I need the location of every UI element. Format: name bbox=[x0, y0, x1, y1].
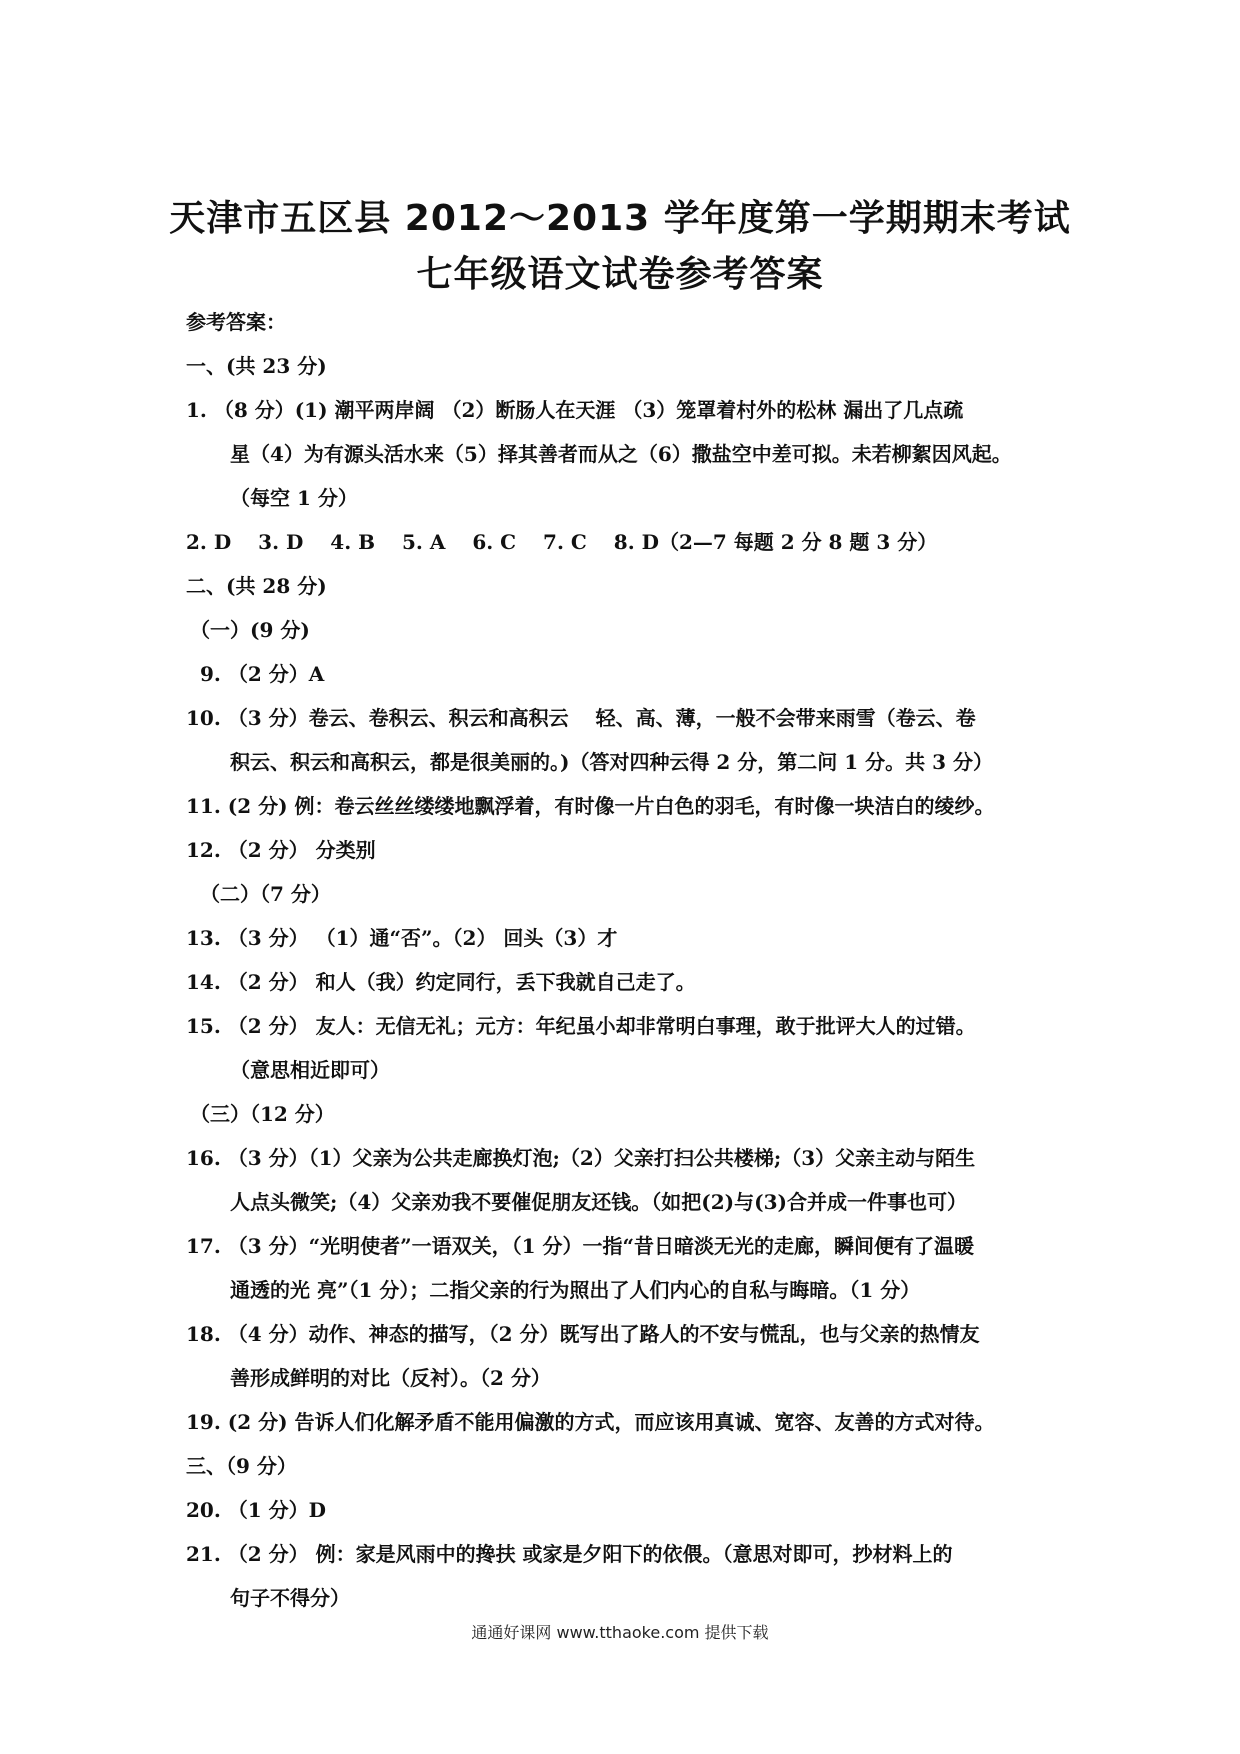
answer-line: 9. （2 分）A bbox=[200, 662, 325, 686]
answer-line: 17. （3 分）“光明使者”一语双关，（1 分）一指“昔日暗淡无光的走廊，瞬间便有了温暖 bbox=[186, 1234, 975, 1258]
section-heading: 参考答案： bbox=[186, 310, 286, 334]
answer-line: 20. （1 分）D bbox=[186, 1498, 326, 1522]
subsection-heading: （二）（7 分） bbox=[200, 882, 331, 906]
answer-line: 13. （3 分） （1）通“否”。（2） 回头（3）才 bbox=[186, 926, 618, 950]
answer-line: 善形成鲜明的对比（反衬）。（2 分） bbox=[230, 1366, 551, 1390]
section-heading: 一、(共 23 分) bbox=[186, 354, 327, 378]
answer-line: 15. （2 分） 友人：无信无礼；元方：年纪虽小却非常明白事理，敢于批评大人的过错。 bbox=[186, 1014, 976, 1038]
answer-line: 14. （2 分） 和人（我）约定同行，丢下我就自己走了。 bbox=[186, 970, 696, 994]
answer-line: 16. （3 分）（1）父亲为公共走廊换灯泡;（2）父亲打扫公共楼梯;（3）父亲主动与陌生 bbox=[186, 1146, 976, 1170]
answer-line: 通透的光 亮”（1 分）；二指父亲的行为照出了人们内心的自私与晦暗。（1 分） bbox=[230, 1278, 921, 1302]
answer-line: 2. D 3. D 4. B 5. A 6. C 7. C 8. D（2—7 每题 2 分 8 题 3 分） bbox=[186, 530, 938, 554]
answer-line: 句子不得分） bbox=[230, 1586, 350, 1610]
answer-line: 19. (2 分) 告诉人们化解矛盾不能用偏激的方式，而应该用真诚、宽容、友善的方式对待。 bbox=[186, 1410, 995, 1434]
document-title: 天津市五区县 2012～2013 学年度第一学期期末考试 bbox=[169, 198, 1071, 239]
answer-line: 21. （2 分） 例：家是风雨中的搀扶 或家是夕阳下的依偎。（意思对即可，抄材料上的 bbox=[186, 1542, 953, 1566]
section-heading: 三、（9 分） bbox=[186, 1454, 297, 1478]
answer-line: 积云、积云和高积云，都是很美丽的。)（答对四种云得 2 分，第二问 1 分。共 3 分） bbox=[230, 750, 993, 774]
page-footer: 通通好课网 www.tthaoke.com 提供下载 bbox=[471, 1623, 769, 1642]
answer-body bbox=[186, 300, 1066, 1620]
answer-line: 星（4）为有源头活水来（5）择其善者而从之（6）撒盐空中差可拟。未若柳絮因风起。 bbox=[230, 442, 1012, 466]
answer-line: 12. （2 分） 分类别 bbox=[186, 838, 376, 862]
answer-line: （每空 1 分） bbox=[230, 486, 358, 510]
answer-line: 1. （8 分）(1) 潮平两岸阔 （2）断肠人在天涯 （3）笼罩着村外的松林 漏出了几点疏 bbox=[186, 398, 964, 422]
answer-line: 18. （4 分）动作、神态的描写，（2 分）既写出了路人的不安与慌乱，也与父亲的热情友 bbox=[186, 1322, 980, 1346]
section-heading: 二、(共 28 分) bbox=[186, 574, 327, 598]
subsection-heading: （一）(9 分) bbox=[190, 618, 310, 642]
answer-line: 10. （3 分）卷云、卷积云、积云和高积云 轻、高、薄，一般不会带来雨雪（卷云、卷 bbox=[186, 706, 976, 730]
answer-line: 人点头微笑;（4）父亲劝我不要催促朋友还钱。（如把(2)与(3)合并成一件事也可） bbox=[230, 1190, 967, 1214]
subsection-heading: （三）（12 分） bbox=[190, 1102, 335, 1126]
document-subtitle: 七年级语文试卷参考答案 bbox=[416, 254, 824, 295]
answer-line: （意思相近即可） bbox=[230, 1058, 390, 1082]
answer-line: 11. (2 分) 例：卷云丝丝缕缕地飘浮着，有时像一片白色的羽毛，有时像一块洁白的绫纱。 bbox=[186, 794, 995, 818]
